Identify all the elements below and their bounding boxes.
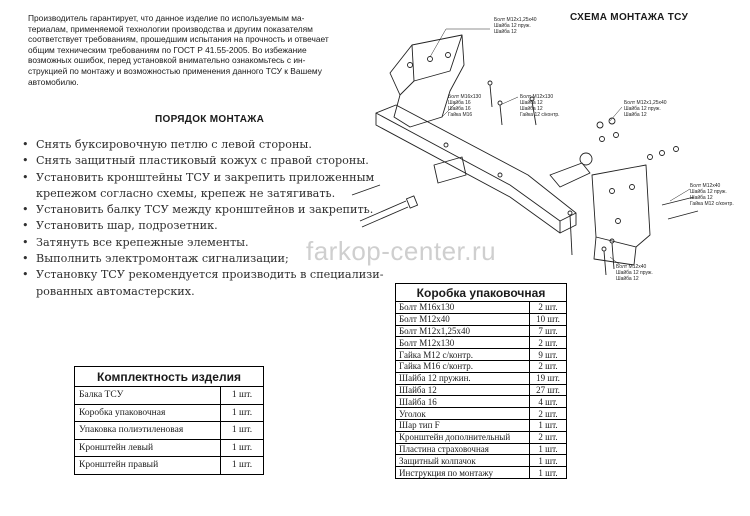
installation-steps (22, 137, 384, 300)
bullet: • (22, 170, 29, 184)
item-name: Уголок (396, 408, 530, 420)
table-row (396, 313, 567, 325)
table-row (396, 372, 567, 384)
item-qty: 1 шт. (221, 439, 264, 457)
box-table-title: Коробка упаковочная (396, 284, 567, 302)
item-name: Упаковка полиэтиленовая (75, 422, 221, 440)
bullet: • (22, 154, 29, 168)
table-row (75, 422, 264, 440)
bullet: • (22, 219, 29, 233)
right-bracket (592, 165, 650, 247)
bullet: • (22, 235, 29, 249)
step-text: Снять буксировочную петлю с левой стороны. (36, 138, 312, 151)
callout-mid-left: Болт М16х130 Шайба 16 Шайба 16 Гайка М16 (448, 94, 482, 118)
item-qty: 1 шт. (221, 387, 264, 405)
packing-box-table (395, 283, 567, 479)
step-text: рованных автомастерских. (36, 284, 195, 298)
step-text: Затянуть все крепежные элементы. (36, 235, 249, 249)
table-row (396, 360, 567, 372)
item-qty: 7 шт. (530, 325, 567, 337)
step-text: Установить шар, подрозетник. (36, 219, 218, 233)
callout-top: Болт М12х1,25х40 Шайба 12 пруж. Шайба 12 (494, 17, 537, 35)
watermark: farkop-center.ru (306, 236, 497, 266)
table-row (396, 431, 567, 443)
item-qty: 1 шт. (530, 419, 567, 431)
tow-ball (580, 153, 592, 165)
step-item (22, 284, 384, 300)
step-item (22, 153, 384, 169)
bullet: • (22, 138, 29, 151)
item-name: Шайба 12 (396, 384, 530, 396)
ball-mount (550, 163, 590, 187)
intro-line: возможных ошибок, перед установкой внимательно ознакомьтесь с ин- (28, 55, 306, 66)
step-item (22, 170, 384, 186)
item-qty: 9 шт. (530, 349, 567, 361)
step-text: Установить кронштейны ТСУ и закрепить приложенным (36, 170, 375, 184)
kit-contents-table (74, 366, 264, 475)
step-item (22, 218, 384, 234)
intro-line: соответствует требованиям, прошедшим испытания на прочность и отвечает (28, 34, 329, 45)
table-row (396, 455, 567, 467)
item-name: Инструкция по монтажу (396, 467, 530, 479)
item-name: Шайба 16 (396, 396, 530, 408)
item-qty: 1 шт. (221, 457, 264, 475)
item-qty: 1 шт. (221, 422, 264, 440)
callout-right-bottom: Болт М12х40 Шайба 12 пруж. Шайба 12 (616, 264, 653, 282)
intro-line: автомобилю. (28, 76, 79, 87)
intro-line: струкцией по монтажу и возможностью применения данного ТСУ к Вашему (28, 65, 322, 76)
item-name: Болт М12х1,25х40 (396, 325, 530, 337)
intro-paragraph (28, 13, 366, 87)
item-name: Гайка М12 с/контр. (396, 349, 530, 361)
item-name: Кронштейн дополнительный (396, 431, 530, 443)
table-row (396, 337, 567, 349)
intro-line: общим техническим требованиям по ГОСТ Р 41.55-2005. Во избежание (28, 44, 307, 55)
step-item (22, 186, 384, 202)
item-qty: 27 шт. (530, 384, 567, 396)
item-qty: 1 шт. (221, 404, 264, 422)
step-item (22, 137, 384, 153)
table-row (75, 404, 264, 422)
item-qty: 2 шт. (530, 408, 567, 420)
item-qty: 2 шт. (530, 337, 567, 349)
item-name: Балка ТСУ (75, 387, 221, 405)
step-item (22, 202, 384, 218)
item-qty: 1 шт. (530, 467, 567, 479)
item-name: Шайба 12 пружин. (396, 372, 530, 384)
installation-order-title: ПОРЯДОК МОНТАЖА (155, 114, 265, 125)
item-name: Болт М12х40 (396, 313, 530, 325)
table-row (396, 396, 567, 408)
item-name: Гайка М16 с/контр. (396, 360, 530, 372)
item-name: Защитный колпачок (396, 455, 530, 467)
bullet: • (22, 268, 29, 282)
schema-title: СХЕМА МОНТАЖА ТСУ (570, 12, 689, 23)
table-row (75, 457, 264, 475)
table-row (396, 349, 567, 361)
item-name: Кронштейн правый (75, 457, 221, 475)
item-qty: 4 шт. (530, 396, 567, 408)
item-name: Шар тип F (396, 419, 530, 431)
item-qty: 19 шт. (530, 372, 567, 384)
step-item (22, 267, 384, 283)
item-name: Кронштейн левый (75, 439, 221, 457)
step-text: Установку ТСУ рекомендуется производить в специализи- (36, 268, 384, 282)
table-row (396, 467, 567, 479)
table-row (396, 419, 567, 431)
item-qty: 1 шт. (530, 443, 567, 455)
kit-table-title: Комплектность изделия (75, 367, 264, 387)
callout-right-mid: Болт М12х40 Шайба 12 пруж. Шайба 12 Гайка М12 с/контр. (690, 183, 734, 207)
item-qty: 2 шт. (530, 360, 567, 372)
callout-right-top: Болт М12х1,25х40 Шайба 12 пруж. Шайба 12 (624, 100, 667, 118)
item-name: Болт М16х130 (396, 302, 530, 314)
step-text: Снять защитный пластиковый кожух с правой стороны. (36, 154, 369, 168)
table-row (75, 387, 264, 405)
table-row (396, 325, 567, 337)
callout-mid-center: Болт М12х130 Шайба 12 Шайба 12 Гайка 12 с/контр. (520, 94, 560, 118)
table-row (396, 408, 567, 420)
item-name: Коробка упаковочная (75, 404, 221, 422)
step-text: Выполнить электромонтаж сигнализации; (36, 252, 289, 266)
table-row (75, 439, 264, 457)
table-row (396, 302, 567, 314)
intro-line: териалам, применяемой технологии производства и другим показателям (28, 23, 313, 34)
item-name: Болт М12х130 (396, 337, 530, 349)
hitch-beam (376, 105, 576, 221)
item-qty: 2 шт. (530, 302, 567, 314)
item-qty: 10 шт. (530, 313, 567, 325)
step-text: Установить балку ТСУ между кронштейнов и закрепить. (36, 203, 374, 217)
table-row (396, 443, 567, 455)
bullet: • (22, 203, 29, 217)
bullet: • (22, 252, 29, 266)
table-row (396, 384, 567, 396)
intro-line: Производитель гарантирует, что данное изделие по используемым ма- (28, 13, 305, 23)
step-text: крепежом согласно схемы, крепеж не затягивать. (36, 186, 336, 200)
item-qty: 1 шт. (530, 455, 567, 467)
item-name: Пластина страховочная (396, 443, 530, 455)
item-qty: 2 шт. (530, 431, 567, 443)
support-plate (434, 157, 466, 183)
